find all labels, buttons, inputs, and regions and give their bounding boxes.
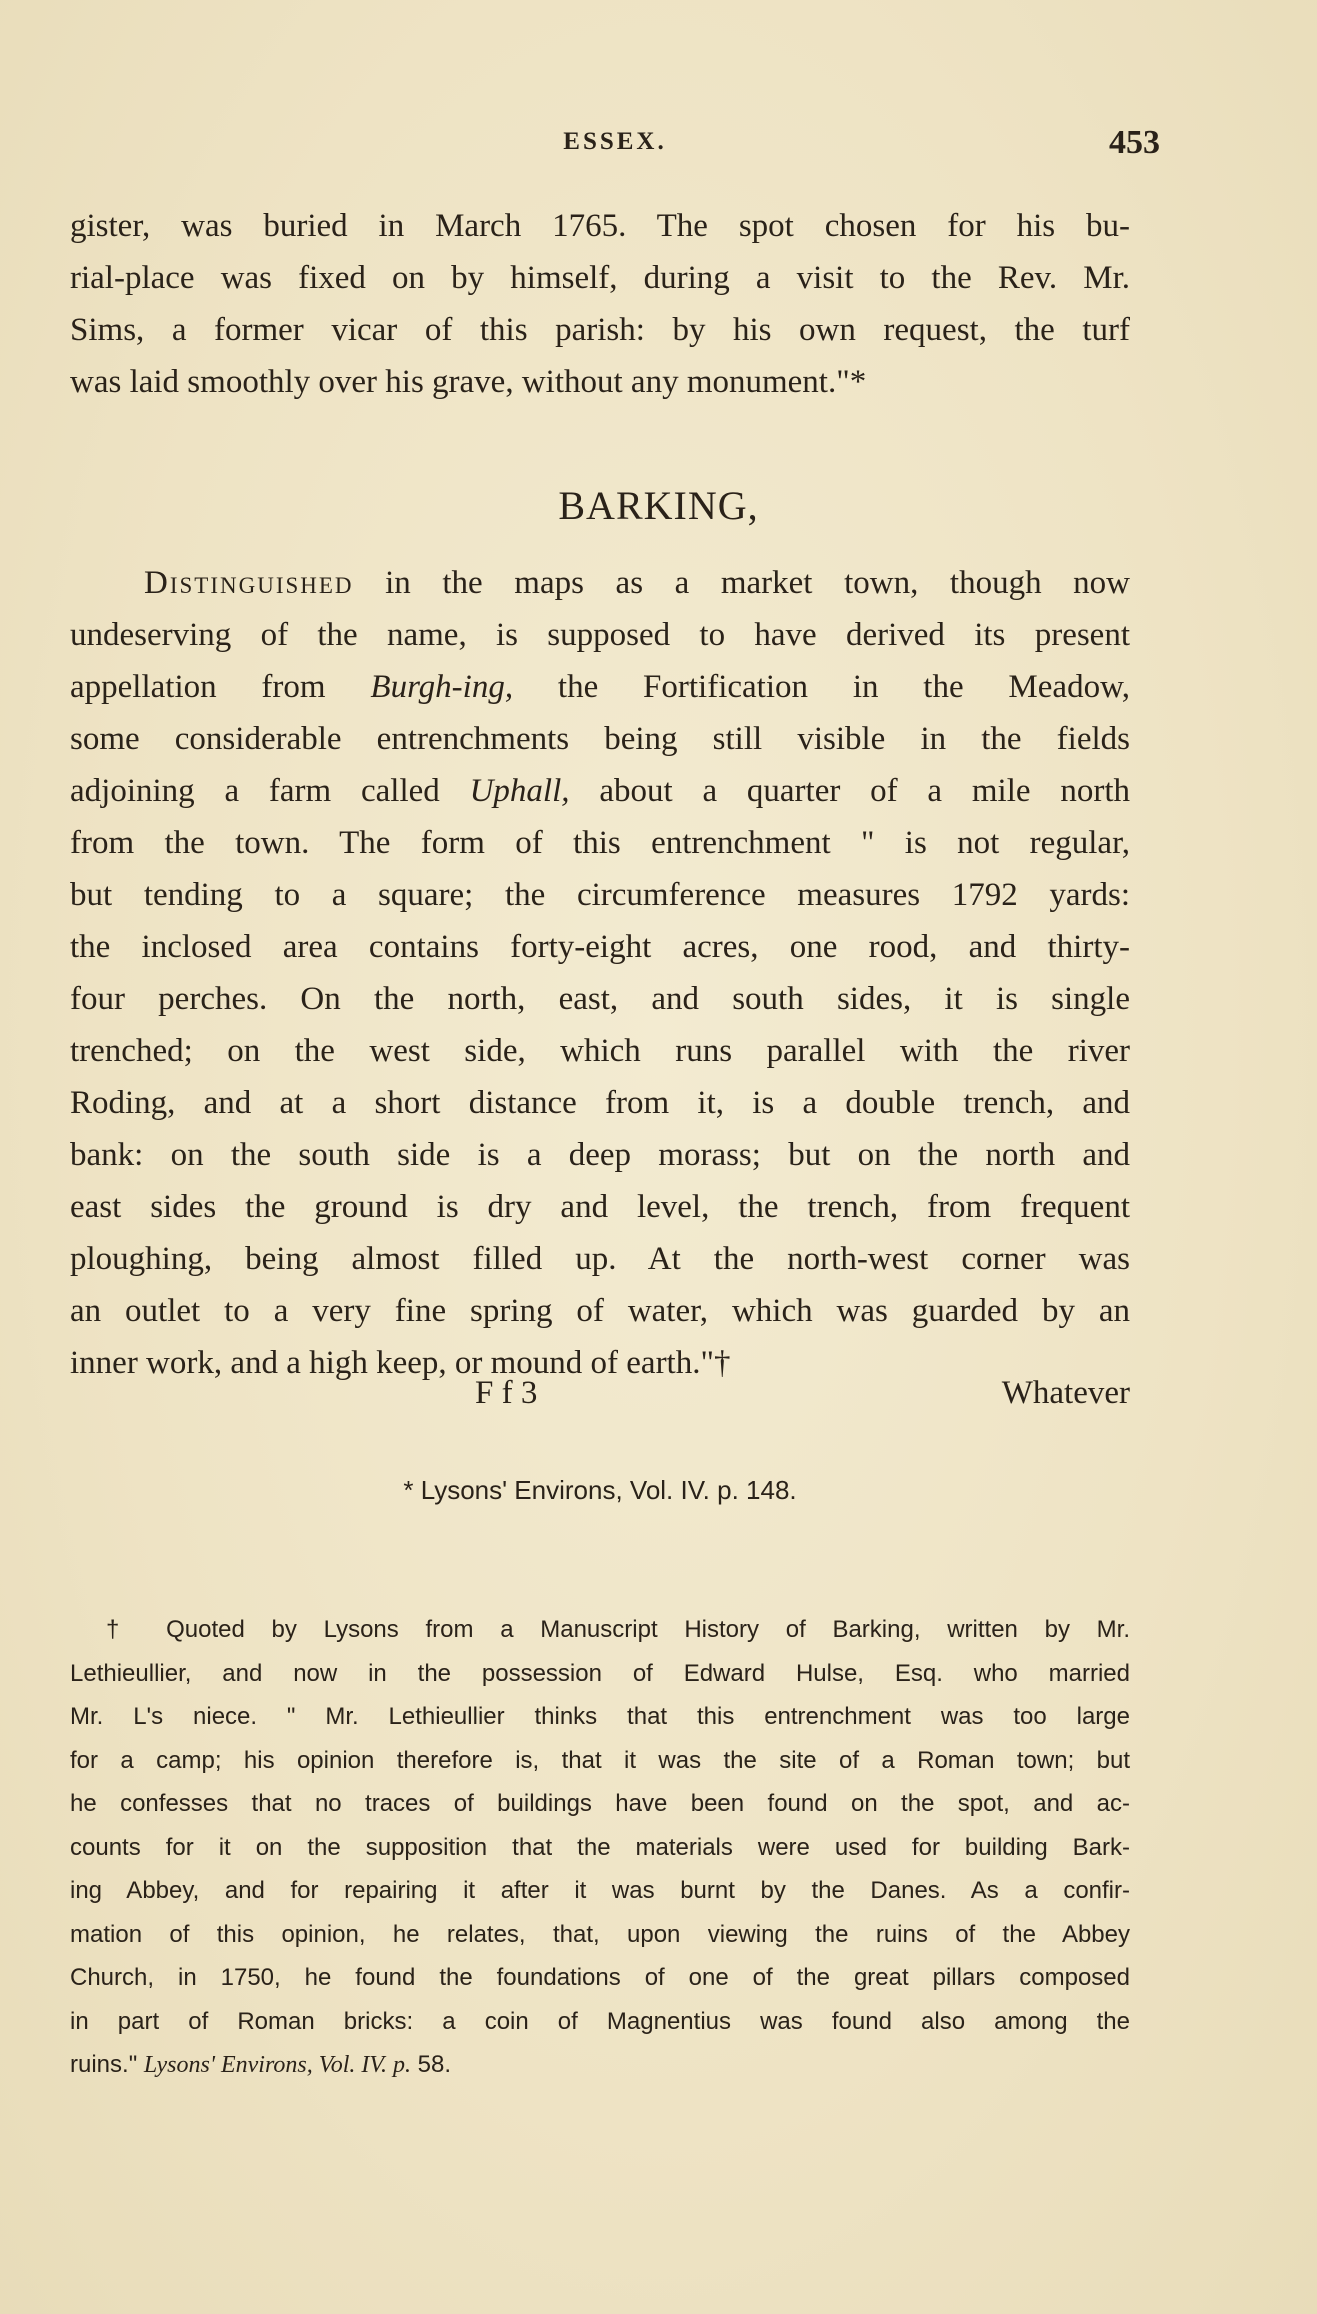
section-title: BARKING, <box>558 483 759 528</box>
footnote-line: Church, in 1750, he found the foundations of one of the great pillars composed <box>70 1964 1130 1991</box>
footnote-line: † Quoted by Lysons from a Manuscript History of Barking, written by Mr. <box>106 1616 1130 1643</box>
signature-row <box>70 1375 1130 1425</box>
italic-term: Burgh-ing, <box>370 669 514 705</box>
text-line: from the town. The form of this entrenchment " is not regular, <box>70 825 1130 861</box>
page-header <box>70 124 1160 168</box>
text-line <box>70 557 1130 609</box>
text-line: some considerable entrenchments being still visible in the fields <box>70 721 1130 757</box>
text-line: Roding, and at a short distance from it, is a double trench, and <box>70 1085 1130 1121</box>
text-line: an outlet to a very fine spring of water, which was guarded by an <box>70 1293 1130 1329</box>
text-line: four perches. On the north, east, and south sides, it is single <box>70 981 1130 1017</box>
text-line <box>70 765 1130 817</box>
footnote-line: counts for it on the supposition that the materials were used for building Bark- <box>70 1833 1130 1861</box>
text-line: ploughing, being almost filled up. At the north-west corner was <box>70 1241 1130 1277</box>
text-span: about a quarter of a mile north <box>569 773 1130 809</box>
text-span: in the maps as a market town, though now <box>353 565 1130 601</box>
text-line: trenched; on the west side, which runs parallel with the river <box>70 1033 1130 1069</box>
text-span: ruins." <box>70 2051 144 2078</box>
footnote-line: he confesses that no traces of buildings have been found on the spot, and ac- <box>70 1790 1130 1817</box>
text-line: but tending to a square; the circumference measures 1792 yards: <box>70 877 1130 913</box>
footnote-line: Lethieullier, and now in the possession of Edward Hulse, Esq. who married <box>70 1659 1130 1687</box>
footnote-line: in part of Roman bricks: a coin of Magnentius was found also among the <box>70 2007 1130 2035</box>
text-span: adjoining a farm called <box>70 773 470 809</box>
text-span: the Fortification in the Meadow, <box>513 669 1131 705</box>
running-head: ESSEX. <box>563 128 667 155</box>
footnote-line: mation of this opinion, he relates, that, upon viewing the ruins of the Abbey <box>70 1920 1130 1948</box>
text-line <box>70 661 1130 713</box>
barking-paragraph <box>70 557 1130 1389</box>
footnote-line: for a camp; his opinion therefore is, that it was the site of a Roman town; but <box>70 1746 1130 1774</box>
text-line: inner work, and a high keep, or mound of earth."† <box>70 1345 731 1381</box>
signature-mark: F f 3 <box>475 1375 538 1411</box>
continued-paragraph <box>70 200 1130 408</box>
text-span: 58. <box>410 2051 451 2078</box>
text-line: bank: on the south side is a deep morass; but on the north and <box>70 1137 1130 1173</box>
text-line: was laid smoothly over his grave, without any monument."* <box>70 364 867 400</box>
footnote-line <box>70 2043 1130 2087</box>
text-line: Sims, a former vicar of this parish: by his own request, the turf <box>70 312 1130 348</box>
text-span: appellation from <box>70 669 371 705</box>
italic-citation: Lysons' Environs, Vol. IV. p. <box>143 2052 411 2078</box>
italic-term: Uphall, <box>469 773 570 809</box>
text-line: rial-place was fixed on by himself, during a visit to the Rev. Mr. <box>70 260 1130 296</box>
opening-word: Distinguished <box>144 565 354 601</box>
footnote-manuscript <box>70 1608 1130 2087</box>
text-line: the inclosed area contains forty-eight acres, one rood, and thirty- <box>70 929 1130 965</box>
text-line: gister, was buried in March 1765. The spot chosen for his bu- <box>70 208 1130 244</box>
text-line: undeserving of the name, is supposed to have derived its present <box>70 617 1130 653</box>
footnote-line: ing Abbey, and for repairing it after it was burnt by the Danes. As a confir- <box>70 1877 1130 1904</box>
footnote-line: Mr. L's niece. " Mr. Lethieullier thinks that this entrenchment was too large <box>70 1703 1130 1730</box>
page-number: 453 <box>1109 124 1160 161</box>
catchword: Whatever <box>1001 1375 1130 1411</box>
footnote-lysons: * Lysons' Environs, Vol. IV. p. 148. <box>403 1475 797 1505</box>
text-line: east sides the ground is dry and level, the trench, from frequent <box>70 1189 1130 1225</box>
